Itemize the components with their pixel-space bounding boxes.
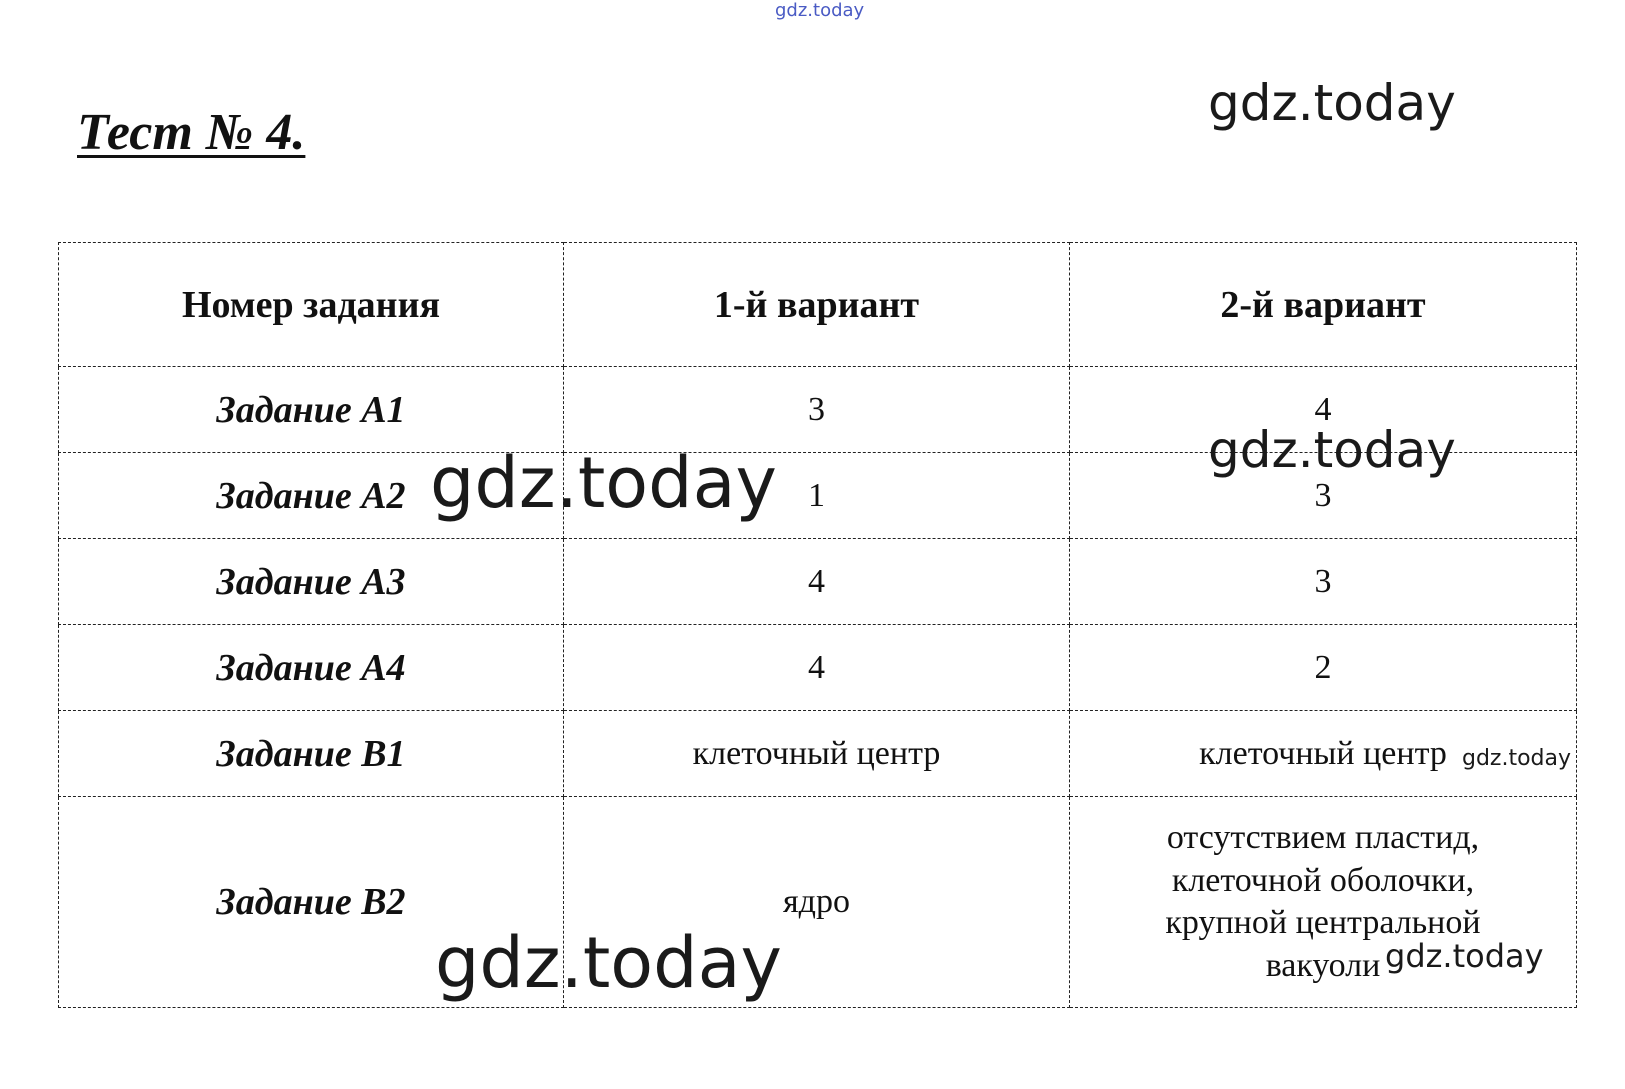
variant-2-answer [1070, 797, 1577, 1008]
watermark-top: gdz.today [775, 0, 865, 21]
watermark-header: gdz.today [1208, 74, 1456, 132]
answer-line: отсутствием пластид, [1166, 819, 1480, 856]
variant-1-answer: 3 [564, 367, 1070, 453]
table-header-row [59, 243, 1577, 367]
answer-line: вакуоли [1265, 946, 1381, 984]
header-variant-1: 1-й вариант [564, 243, 1070, 367]
task-name-cell: Задание А1 [59, 367, 564, 453]
table-row [59, 711, 1577, 797]
answer-line: клеточной оболочки, [1171, 861, 1475, 899]
task-name-cell: Задание А2 [59, 453, 564, 539]
variant-1-answer: 4 [564, 625, 1070, 711]
table-row [59, 625, 1577, 711]
variant-2-answer: 3 [1070, 453, 1577, 539]
variant-1-answer: 1 [564, 453, 1070, 539]
table-row [59, 539, 1577, 625]
answers-table [58, 242, 1577, 1008]
task-name-cell: Задание В1 [59, 711, 564, 797]
header-task-number: Номер задания [59, 243, 564, 367]
answer-line: крупной центральной [1165, 904, 1481, 941]
task-name-cell: Задание А3 [59, 539, 564, 625]
variant-1-answer: 4 [564, 539, 1070, 625]
table-row [59, 367, 1577, 453]
variant-2-answer: 4 [1070, 367, 1577, 453]
variant-1-answer: клеточный центр [564, 711, 1070, 797]
watermark-bottom-right: gdz.today [1385, 937, 1544, 975]
task-name-cell: Задание В2 [59, 797, 564, 1008]
watermark-mid-left: gdz.today [430, 442, 777, 524]
variant-2-answer: 3 [1070, 539, 1577, 625]
watermark-small-right: gdz.today [1462, 746, 1572, 771]
variant-2-answer: 2 [1070, 625, 1577, 711]
table-row [59, 797, 1577, 1008]
watermark-bottom-left: gdz.today [435, 922, 782, 1004]
variant-1-answer: ядро [564, 797, 1070, 1008]
header-variant-2: 2-й вариант [1070, 243, 1577, 367]
table-row [59, 453, 1577, 539]
page-title: Тест № 4. [77, 103, 306, 161]
variant-2-answer: клеточный центр [1070, 711, 1577, 797]
watermark-mid-right: gdz.today [1208, 421, 1456, 479]
task-name-cell: Задание А4 [59, 625, 564, 711]
